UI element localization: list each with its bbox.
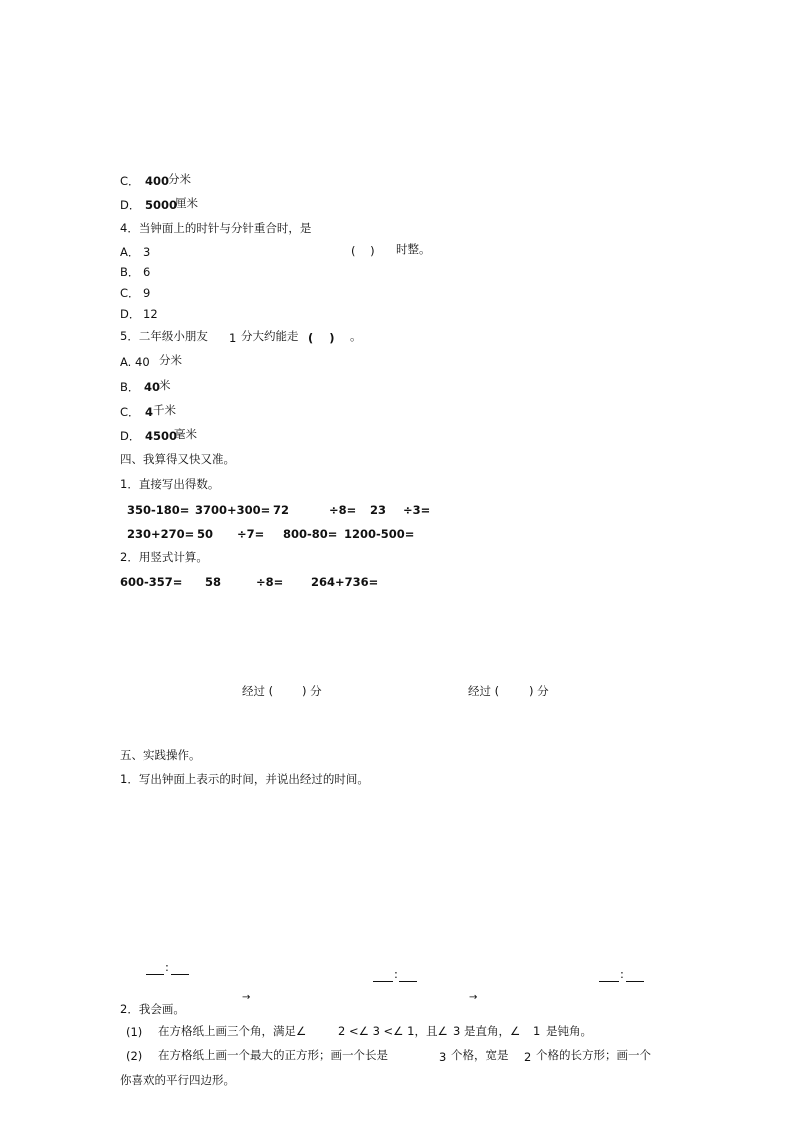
arrow-icon: → (242, 992, 251, 1003)
elapsed-1-suffix: ) 分 (302, 684, 322, 698)
time-blank-2-hour-line (373, 981, 393, 982)
draw-item1-e: 1 (533, 1024, 541, 1038)
time-blank-3-minute-line (626, 981, 644, 982)
q5-option-b-value: 40 (144, 380, 161, 394)
q4-option-a-letter: A． (120, 245, 140, 259)
q5-blank: ( ) (308, 331, 335, 345)
calc-row3-1: 600-357= (120, 575, 183, 589)
q5-option-c-unit: 千米 (153, 403, 176, 417)
elapsed-2-suffix: ) 分 (529, 684, 549, 698)
time-blank-1-colon: : (165, 960, 169, 974)
draw-item2-e: 个格的长方形；画一个 (536, 1048, 651, 1062)
q5-option-a-value: 40 (135, 355, 150, 369)
elapsed-2-prefix: 经过 ( (468, 684, 500, 698)
calc-row3-4: 264+736= (311, 575, 379, 589)
draw-item2-line2: 你喜欢的平行四边形。 (120, 1073, 235, 1087)
q5-option-d-unit: 毫米 (174, 427, 197, 441)
draw-item2-b: 3 (439, 1050, 447, 1064)
calc-row2-3: ÷7= (237, 527, 265, 541)
calc-row3-3: ÷8= (256, 575, 284, 589)
q5-option-a-letter: A. (120, 355, 132, 369)
elapsed-1-prefix: 经过 ( (242, 684, 274, 698)
section4-q2-title: 2．用竖式计算。 (120, 550, 208, 564)
calc-row1-5: 23 (370, 503, 387, 517)
calc-row1-1: 350-180= (127, 503, 190, 517)
time-blank-3-hour-line (599, 981, 619, 982)
q5-option-d-letter: D． (120, 429, 141, 443)
calc-row1-2: 3700+300= (195, 503, 271, 517)
q3-option-d-value: 5000 (145, 198, 178, 212)
time-blank-1-minute-line (171, 974, 189, 975)
q4-stem: 4．当钟面上的时针与分针重合时，是 (120, 221, 312, 235)
q5-option-b-unit: 米 (159, 378, 171, 392)
draw-item2-a: 在方格纸上画一个最大的正方形；画一个长是 (158, 1048, 388, 1062)
draw-item1-num: (1) (126, 1025, 143, 1039)
calc-row2-2: 50 (197, 527, 214, 541)
calc-row2-5: 1200-500= (344, 527, 415, 541)
q5-option-c-value: 4 (145, 405, 154, 419)
arrow-icon: → (469, 992, 478, 1003)
draw-item2-d: 2 (524, 1050, 532, 1064)
q5-option-d-value: 4500 (145, 429, 178, 443)
section4-title: 四、我算得又快又准。 (120, 452, 235, 466)
q4-option-c-letter: C． (120, 286, 140, 300)
q3-option-c-letter: C． (120, 174, 140, 188)
q4-option-b-letter: B． (120, 265, 140, 279)
calc-row2-4: 800-80= (283, 527, 338, 541)
q3-option-c-value: 400 (145, 174, 170, 188)
section5-q1-title: 1．写出钟面上表示的时间，并说出经过的时间。 (120, 772, 369, 786)
q5-option-b-letter: B． (120, 380, 140, 394)
q5-stem-num: 1 (229, 331, 237, 345)
q4-option-b-value: 6 (143, 265, 151, 279)
time-blank-2-minute-line (399, 981, 417, 982)
q5-option-c-letter: C． (120, 405, 140, 419)
time-blank-1-hour-line (146, 974, 164, 975)
draw-item1-a: 在方格纸上画三个角，满足∠ (158, 1024, 307, 1038)
q3-option-d-unit: 厘米 (175, 196, 198, 210)
q3-option-d-letter: D． (120, 198, 141, 212)
q5-stem-b: 分大约能走 (241, 329, 299, 343)
calc-row1-6: ÷3= (403, 503, 431, 517)
time-blank-2-colon: : (394, 967, 398, 981)
draw-item2-num: (2) (126, 1049, 143, 1063)
section5-title: 五、实践操作。 (120, 748, 201, 762)
q4-option-c-value: 9 (143, 286, 151, 300)
calc-row1-3: 72 (273, 503, 290, 517)
q3-option-c-unit: 分米 (168, 172, 191, 186)
q4-option-d-letter: D． (120, 307, 141, 321)
calc-row3-2: 58 (205, 575, 222, 589)
section4-q1-title: 1．直接写出得数。 (120, 477, 220, 491)
q4-option-a-value: 3 (143, 245, 151, 259)
q4-option-d-value: 12 (143, 307, 158, 321)
draw-item1-f: 是钝角。 (546, 1024, 592, 1038)
q5-stem-a: 5．二年级小朋友 (120, 329, 208, 343)
draw-item1-b: 2 <∠ 3 <∠ 1，且∠ (338, 1024, 448, 1038)
section5-q2-title: 2．我会画。 (120, 1002, 185, 1016)
draw-item1-c: 3 (453, 1024, 461, 1038)
q5-tail: 。 (350, 329, 362, 343)
q4-tail: 时整。 (396, 242, 431, 256)
q4-blank: ( ) (351, 244, 375, 258)
calc-row2-1: 230+270= (127, 527, 195, 541)
time-blank-3-colon: : (620, 967, 624, 981)
q5-option-a-unit: 分米 (159, 353, 182, 367)
draw-item1-d: 是直角，∠ (464, 1024, 521, 1038)
calc-row1-4: ÷8= (329, 503, 357, 517)
draw-item2-c: 个格，宽是 (451, 1048, 509, 1062)
